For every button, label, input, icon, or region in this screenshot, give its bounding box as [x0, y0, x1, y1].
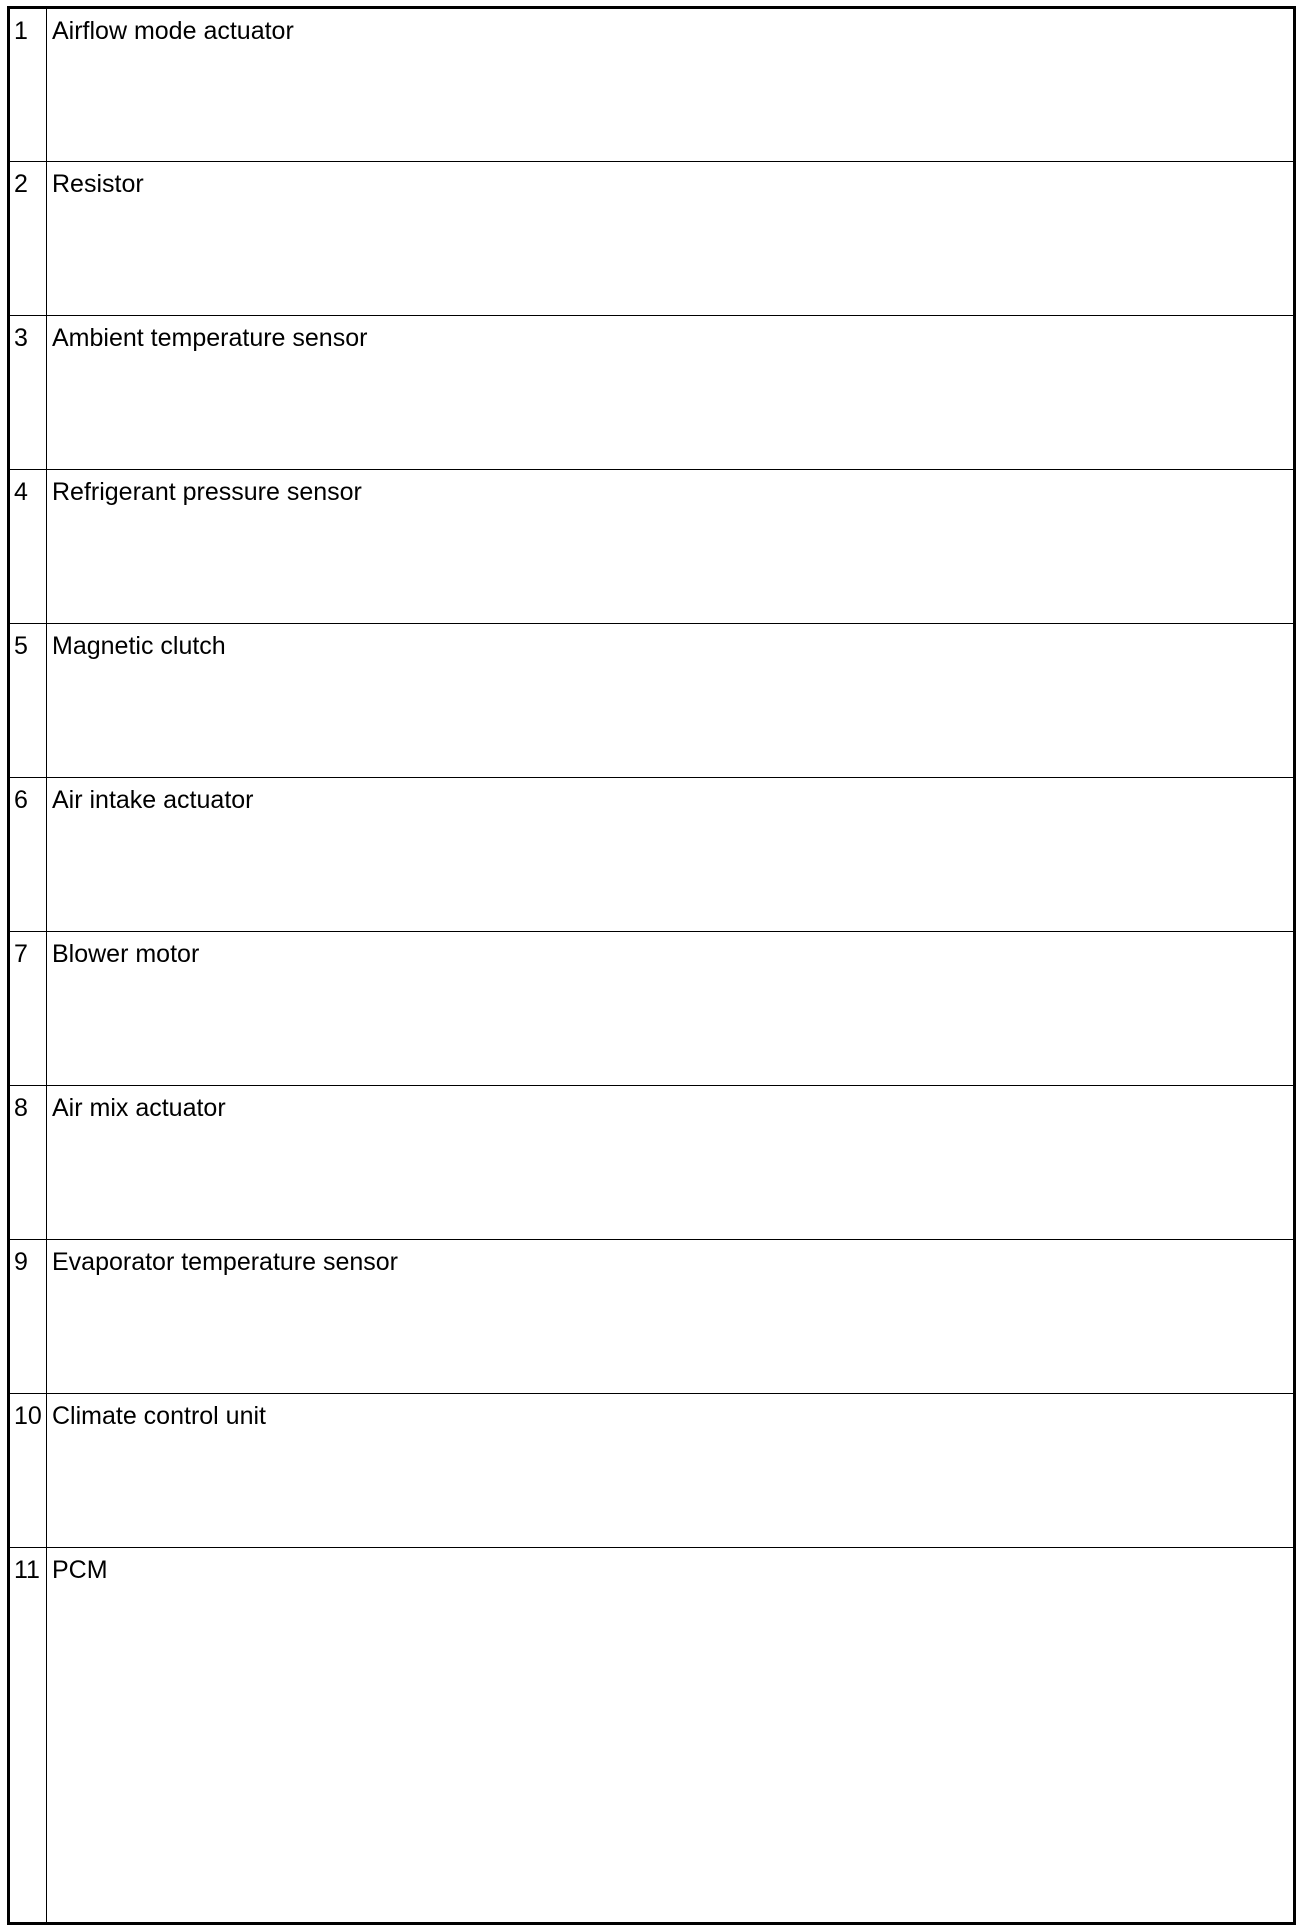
table-row: [9, 1086, 1295, 1240]
table-row: [9, 1548, 1295, 1924]
item-label: Refrigerant pressure sensor: [47, 470, 1295, 624]
component-legend-table: [7, 6, 1296, 1925]
table-row: [9, 932, 1295, 1086]
item-label: PCM: [47, 1548, 1295, 1924]
table-row: [9, 162, 1295, 316]
item-label: Ambient temperature sensor: [47, 316, 1295, 470]
table-row: [9, 470, 1295, 624]
table-row: [9, 1394, 1295, 1548]
table-row: [9, 316, 1295, 470]
item-number: 1: [9, 8, 47, 162]
table-row: [9, 1240, 1295, 1394]
item-number: 3: [9, 316, 47, 470]
item-number: 5: [9, 624, 47, 778]
item-number: 4: [9, 470, 47, 624]
item-number: 9: [9, 1240, 47, 1394]
item-label: Climate control unit: [47, 1394, 1295, 1548]
item-label: Evaporator temperature sensor: [47, 1240, 1295, 1394]
table-row: [9, 8, 1295, 162]
item-label: Resistor: [47, 162, 1295, 316]
item-label: Air mix actuator: [47, 1086, 1295, 1240]
item-number: 7: [9, 932, 47, 1086]
item-number: 10: [9, 1394, 47, 1548]
table-row: [9, 778, 1295, 932]
item-label: Airflow mode actuator: [47, 8, 1295, 162]
table-row: [9, 624, 1295, 778]
item-number: 8: [9, 1086, 47, 1240]
item-label: Magnetic clutch: [47, 624, 1295, 778]
item-label: Blower motor: [47, 932, 1295, 1086]
item-number: 6: [9, 778, 47, 932]
item-label: Air intake actuator: [47, 778, 1295, 932]
item-number: 2: [9, 162, 47, 316]
item-number: 11: [9, 1548, 47, 1924]
